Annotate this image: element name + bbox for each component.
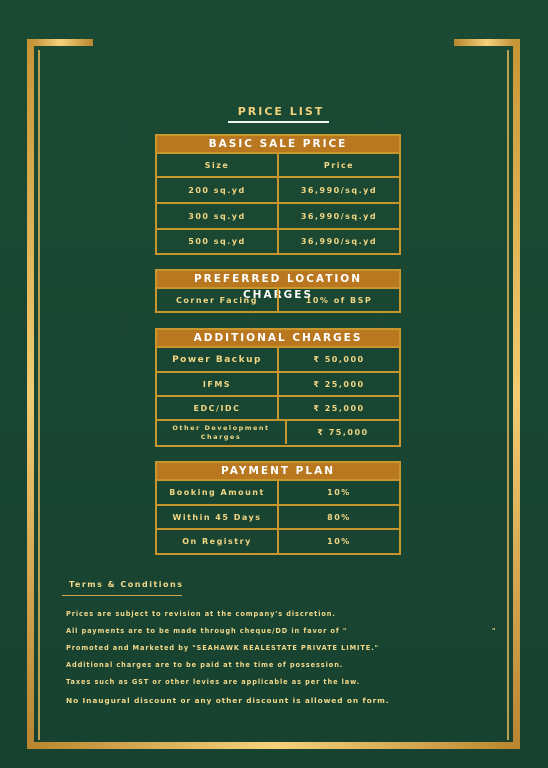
terms-heading: Terms & Conditions <box>69 580 184 589</box>
charge-label: IFMS <box>202 379 232 389</box>
charge-label: Power Backup <box>172 354 262 365</box>
table-row <box>157 528 399 553</box>
basic-sale-price-table <box>155 134 401 255</box>
payment-label: On Registry <box>182 537 252 546</box>
table-row <box>157 479 399 504</box>
table-row <box>157 419 399 444</box>
payment-value: 80% <box>277 506 399 528</box>
term-trailing-quote: " <box>492 627 497 635</box>
frame-inner-left <box>38 50 40 740</box>
term-item: Additional charges are to be paid at the time of possession. <box>66 661 344 669</box>
table-row <box>157 228 399 253</box>
payment-plan-table <box>155 461 401 555</box>
charge-label: Other Development Charges <box>172 423 270 441</box>
charge-value: ₹ 75,000 <box>285 421 399 444</box>
charge-value: ₹ 50,000 <box>277 348 399 371</box>
col-size-label: Size <box>204 160 230 170</box>
frame-inner-right <box>507 50 509 740</box>
term-item: Taxes such as GST or other levies are applicable as per the law. <box>66 678 361 686</box>
payment-label: Within 45 Days <box>172 512 262 522</box>
size-cell: 200 sq.yd <box>188 185 246 195</box>
frame-bottom <box>27 742 520 749</box>
frame-top-right <box>454 39 520 46</box>
additional-charges-header: ADDITIONAL CHARGES <box>157 330 399 346</box>
preferred-location-table <box>155 269 401 313</box>
table-row <box>157 504 399 528</box>
table-row <box>157 287 399 311</box>
charge-value: ₹ 25,000 <box>277 397 399 419</box>
charge-label: EDC/IDC <box>193 403 241 413</box>
corner-facing-label: Corner Facing <box>176 295 258 305</box>
basic-sale-price-header: BASIC SALE PRICE <box>157 136 399 152</box>
table-row <box>157 202 399 228</box>
term-item: Prices are subject to revision at the company's discretion. <box>66 610 336 618</box>
payment-value: 10% <box>277 481 399 504</box>
payment-value: 10% <box>277 530 399 553</box>
price-cell: 36,990/sq.yd <box>277 204 399 228</box>
price-cell: 36,990/sq.yd <box>277 230 399 253</box>
frame-right <box>513 39 520 749</box>
charge-value: ₹ 25,000 <box>277 373 399 395</box>
size-cell: 500 sq.yd <box>188 237 246 246</box>
term-item: Promoted and Marketed by "SEAHAWK REALESTATE PRIVATE LIMITE." <box>66 644 379 652</box>
term-item: All payments are to be made through cheque/DD in favor of " <box>66 627 348 635</box>
additional-charges-table <box>155 328 401 447</box>
title-underline <box>228 121 329 123</box>
corner-facing-value: 10% of BSP <box>277 289 399 311</box>
page-title: PRICE LIST <box>237 105 325 118</box>
frame-top-left <box>27 39 93 46</box>
payment-plan-header: PAYMENT PLAN <box>157 463 399 479</box>
table-row <box>157 346 399 371</box>
payment-label: Booking Amount <box>169 488 265 497</box>
table-row <box>157 371 399 395</box>
terms-underline <box>62 595 182 596</box>
table-row <box>157 395 399 419</box>
term-item: No Inaugural discount or any other discount is allowed on form. <box>66 696 390 705</box>
col-price-label: Price <box>277 154 399 176</box>
table-header-row <box>157 152 399 176</box>
size-cell: 300 sq.yd <box>188 211 246 221</box>
price-cell: 36,990/sq.yd <box>277 178 399 202</box>
frame-left <box>27 39 34 749</box>
table-row <box>157 176 399 202</box>
preferred-location-header: PREFERRED LOCATION CHARGES <box>157 271 399 287</box>
